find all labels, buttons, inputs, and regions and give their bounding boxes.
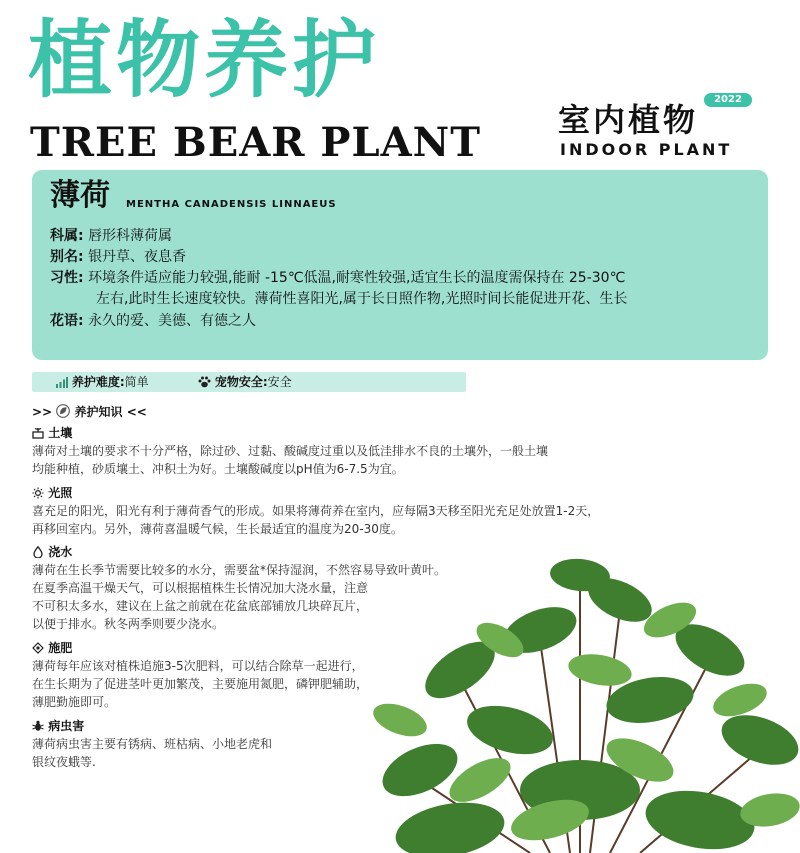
fertilize-line-1: 薄荷每年应该对植株追施3-5次肥料，可以结合除草一起进行，: [32, 659, 364, 673]
family-row: [50, 225, 172, 247]
soil-line-1: 薄荷对土壤的要求不十分严格，除过砂、过黏、酸碱度过重以及低洼排水不良的土壤外，一般土壤: [32, 444, 549, 458]
year-badge: 2022: [704, 93, 752, 107]
flower-language-row: [50, 310, 256, 332]
care-header-suffix: <<: [126, 405, 147, 419]
signal-bars-icon: [56, 375, 68, 389]
water-line-2: 在夏季高温干燥天气，可以根据植株生长情况加大浇水量，注意: [32, 581, 369, 595]
fertilizer-icon: [32, 641, 44, 655]
care-header-prefix: >>: [32, 405, 53, 419]
pests-line-1: 薄荷病虫害主要有锈病、班枯病、小地老虎和: [32, 737, 273, 751]
pet-safety-status: [198, 373, 292, 391]
plant-latin-name: MENTHA CANADENSIS LINNAEUS: [126, 199, 337, 210]
fertilize-line-3: 薄肥勤施即可。: [32, 695, 117, 709]
alias-label: 别名:: [50, 249, 84, 265]
soil-section-title: 土壤: [32, 425, 72, 441]
pests-section-title: 病虫害: [32, 718, 84, 734]
light-line-2: 再移回室内。另外，薄荷喜温暖气候，生长最适宜的温度为20-30度。: [32, 522, 403, 536]
family-value: 唇形科薄荷属: [88, 228, 173, 244]
paw-icon: [198, 375, 211, 389]
water-line-1: 薄荷在生长季节需要比较多的水分，需要盆*保持湿润，不然容易导致叶黄叶。: [32, 563, 447, 577]
leaf-icon: [56, 405, 70, 419]
water-line-3: 不可积太多水，建议在上盆之前就在花盆底部铺放几块碎瓦片，: [32, 599, 369, 613]
plant-name: 薄荷: [50, 178, 110, 213]
page-title: 植物养护: [28, 11, 381, 109]
water-drop-icon: [32, 545, 44, 559]
habit-label: 习性:: [50, 270, 84, 286]
light-section-title: 光照: [32, 485, 72, 501]
care-knowledge-header: [32, 403, 147, 421]
fertilize-line-2: 在生长期为了促进茎叶更加繁茂，主要施用氮肥，磷钾肥辅助，: [32, 677, 369, 691]
category-title-cn: 室内植物: [558, 101, 699, 139]
category-title-en: INDOOR PLANT: [560, 140, 733, 159]
soil-line-2: 均能种植，砂质壤土、冲积土为好。土壤酸碱度以pH值为6-7.5为宜。: [32, 462, 404, 476]
habit-line-2: 左右,此时生长速度较快。薄荷性喜阳光,属于长日照作物,光照时间长能促进开花、生长: [96, 291, 628, 307]
page-subtitle: TREE BEAR PLANT: [30, 119, 481, 166]
care-header-title: 养护知识: [74, 405, 123, 419]
fertilize-section-title: 施肥: [32, 640, 72, 656]
difficulty-value: 简单: [124, 375, 149, 389]
difficulty-status: [56, 373, 149, 391]
soil-icon: [32, 426, 44, 440]
pet-safety-value: 安全: [267, 375, 292, 389]
water-line-4: 以便于排水。秋冬两季则要少浇水。: [32, 617, 225, 631]
difficulty-label: 养护难度:: [71, 375, 125, 389]
alias-value: 银丹草、夜息香: [88, 249, 187, 265]
alias-row: [50, 246, 186, 268]
water-section-title: 浇水: [32, 544, 72, 560]
pests-line-2: 银纹夜蛾等.: [32, 755, 96, 769]
flower-language-value: 永久的爱、美德、有德之人: [88, 313, 257, 329]
light-line-1: 喜充足的阳光，阳光有利于薄荷香气的形成。如果将薄荷养在室内，应每隔3天移至阳光充足处放置1-2天，: [32, 504, 600, 518]
habit-line-1: 环境条件适应能力较强,能耐 -15℃低温,耐寒性较强,适宜生长的温度需保持在 25-30℃: [88, 270, 626, 286]
sun-icon: [32, 486, 44, 500]
family-label: 科属:: [50, 228, 84, 244]
flower-language-label: 花语:: [50, 313, 84, 329]
pet-safety-label: 宠物安全:: [214, 375, 268, 389]
habit-row: [50, 267, 625, 289]
bug-icon: [32, 719, 44, 733]
